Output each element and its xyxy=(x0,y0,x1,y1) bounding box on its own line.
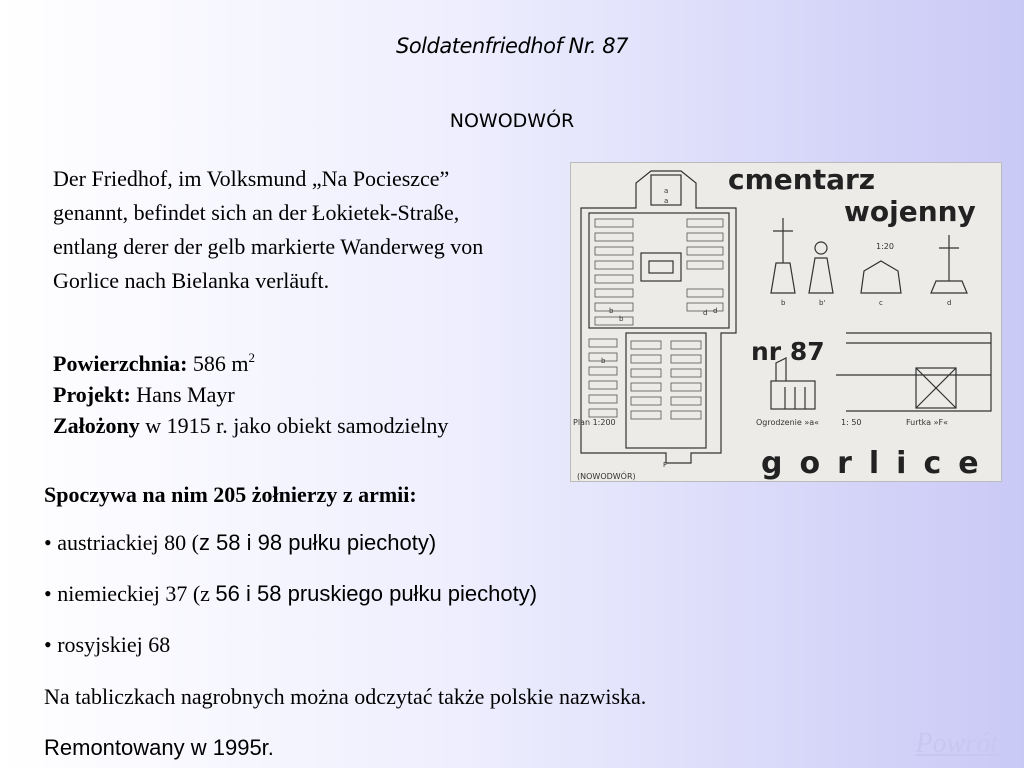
plan-letter: a xyxy=(664,197,669,205)
slide-title: Soldatenfriedhof Nr. 87 xyxy=(396,34,628,58)
founded-line xyxy=(53,410,523,441)
plan-letter: d xyxy=(703,309,708,317)
army-item-prefix: • austriackiej 80 ( xyxy=(44,530,199,555)
cemetery-plan-image xyxy=(570,162,1002,482)
plan-grave-rows xyxy=(589,219,723,419)
heading-number: nr 87 xyxy=(751,337,825,366)
army-item-austrian xyxy=(44,530,1004,556)
gate-label: Furtka »F« xyxy=(906,418,948,427)
project-label: Projekt: xyxy=(53,382,131,407)
area-line xyxy=(53,348,523,379)
plan-letter: b xyxy=(619,315,624,323)
area-label: Powierzchnia: xyxy=(53,351,188,376)
cross-label: b xyxy=(781,299,786,307)
facts-block xyxy=(53,348,523,441)
location-caption: (NOWODWÓR) xyxy=(577,472,636,481)
plan-letter: b xyxy=(601,357,606,365)
renovation-note: Remontowany w 1995r. xyxy=(44,735,274,760)
scale-gate: 1: 50 xyxy=(841,418,862,427)
area-unit-sup: 2 xyxy=(248,350,256,365)
plan-letter: d xyxy=(713,307,718,315)
fence-label: Ogrodzenie »a« xyxy=(756,418,820,427)
plan-headings xyxy=(728,163,996,481)
founded-label: Założony xyxy=(53,413,140,438)
back-link[interactable]: Powrót xyxy=(915,728,998,759)
cross-label: b' xyxy=(819,299,826,307)
project-value: Hans Mayr xyxy=(130,382,235,407)
plan-letter: F xyxy=(663,461,668,469)
polish-names-note: Na tabliczkach nagrobnych można odczytać także polskie nazwiska. xyxy=(44,684,647,709)
heading-place: gorlice xyxy=(761,446,996,481)
project-line xyxy=(53,379,523,410)
heading-cmentarz: cmentarz xyxy=(728,163,876,196)
plan-letter: a xyxy=(664,187,669,195)
scale-plan: Plan 1:200 xyxy=(573,418,616,427)
cross-labels xyxy=(781,299,951,307)
cemetery-description: Der Friedhof, im Volksmund „Na Pocieszce” genannt, befindet sich an der Łokietek-Straße, entlang derer der gelb markierte Wanderweg von Gorlice nach Bielanka verläuft. xyxy=(53,166,484,293)
buried-heading xyxy=(44,482,1004,508)
army-item-prefix: • niemieckiej 37 (z xyxy=(44,581,216,606)
heading-wojenny: wojenny xyxy=(844,195,976,228)
cross-label: c xyxy=(879,299,883,307)
army-item-german xyxy=(44,581,1004,607)
army-item-detail: z 58 i 98 pułku piechoty) xyxy=(198,530,437,555)
slide-subtitle: NOWODWÓR xyxy=(449,110,575,132)
cross-label: d xyxy=(947,299,952,307)
buried-heading-text: Spoczywa na nim 205 żołnierzy z armii: xyxy=(44,482,417,507)
scale-crosses: 1:20 xyxy=(876,242,894,251)
cemetery-plan-drawing xyxy=(571,163,1001,481)
army-item-detail: 56 i 58 pruskiego pułku piechoty) xyxy=(215,581,538,606)
area-value: 586 m xyxy=(187,351,249,376)
army-item-prefix: • rosyjskiej 68 xyxy=(44,632,171,657)
army-item-russian xyxy=(44,632,1004,658)
plan-letter: b xyxy=(609,307,614,315)
founded-value: w 1915 r. jako obiekt samodzielny xyxy=(139,413,449,438)
